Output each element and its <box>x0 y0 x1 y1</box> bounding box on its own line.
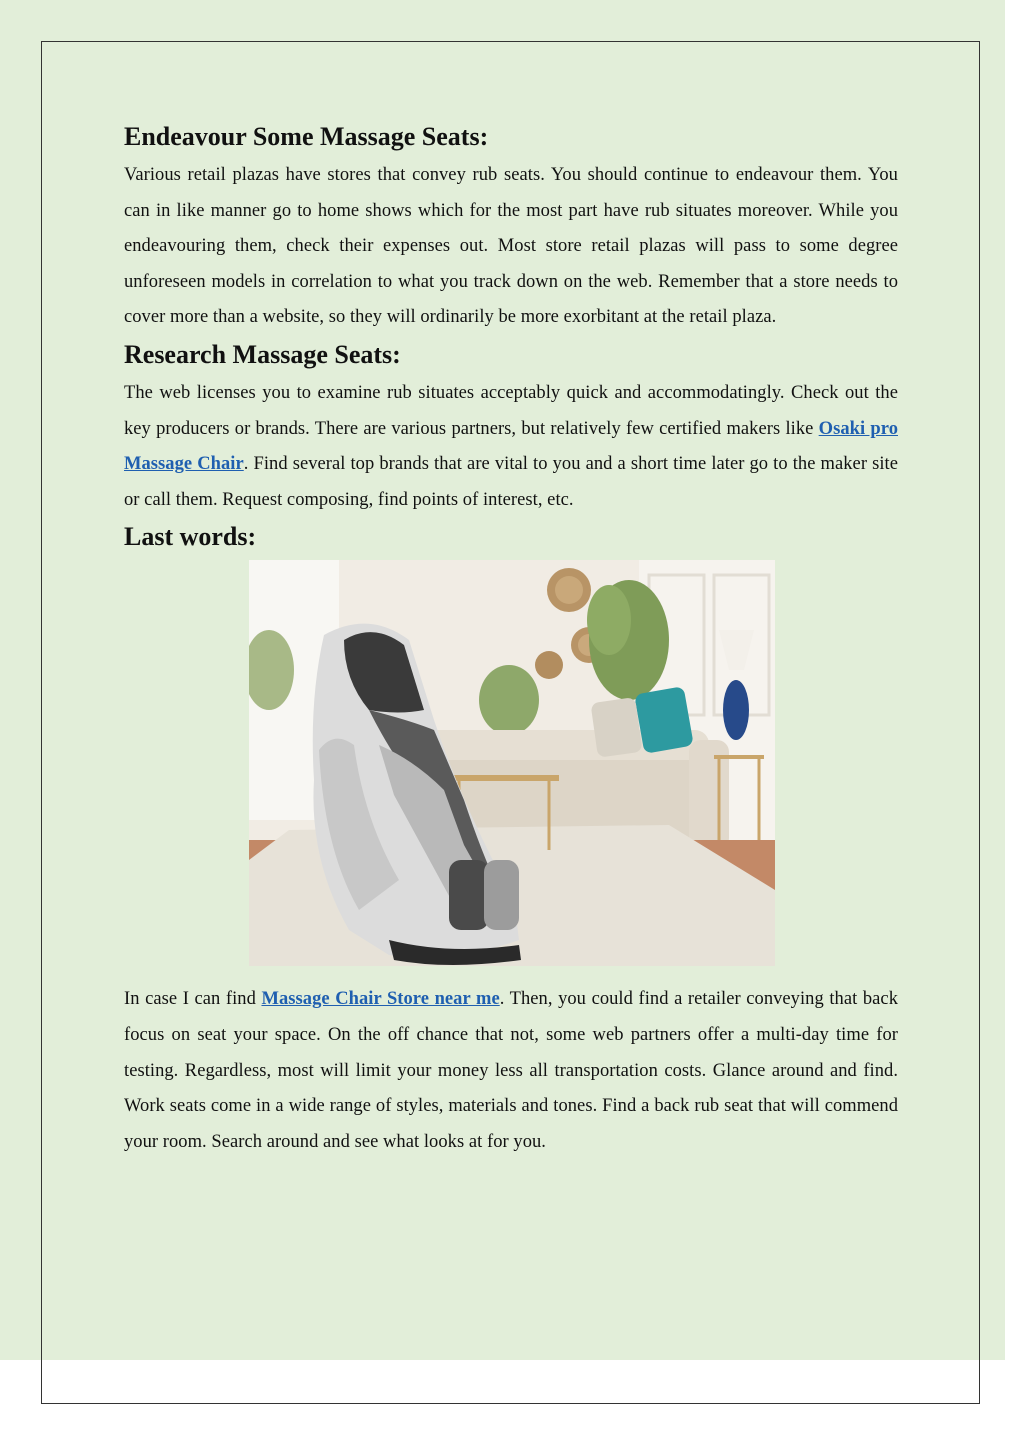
heading-research-massage-seats: Research Massage Seats: <box>124 339 401 369</box>
massage-chair-store-near-me-link[interactable]: Massage Chair Store near me <box>261 989 500 1010</box>
paragraph-text: The web licenses you to examine rub situates acceptably quick and accommodatingly. Check out the key producers or brands. There are various partners, but relatively few certified makers like <box>124 382 898 439</box>
heading-endeavour-massage-seats: Endeavour Some Massage Seats: <box>124 122 489 151</box>
heading-last-words: Last words: <box>124 522 257 552</box>
paragraph-text: . Find several top brands that are vital to you and a short time later go to the maker site or call them. Request composing, find points of interest, etc. <box>124 454 898 510</box>
paragraph-text: . Then, you could find a retailer conveying that back focus on seat your space. On the off chance that not, some web partners offer a multi-day time for testing. Regardless, most will limit your money less all transportation costs. Glance around and find. Work seats come in a wide range of styles, materials and tones. Find a back rub seat that will commend your room. Search around and see what looks at for you. <box>124 989 898 1152</box>
paragraph-text: In case I can find <box>124 989 262 1010</box>
osaki-pro-massage-chair-link[interactable]: Osaki pro Massage Chair <box>124 418 898 475</box>
massage-chair-living-room-image <box>249 560 775 966</box>
paragraph-last-words <box>124 982 898 1160</box>
paragraph-endeavour-massage-seats: Various retail plazas have stores that convey rub seats. You should continue to endeavour them. You can in like manner go to home shows which for the most part have rub situates moreover. While you endeavouring them, check their expenses out. Most store retail plazas will pass to some degree unforeseen models in correlation to what you track down on the web. Remember that a store needs to cover more than a website, so they will ordinarily be more exorbitant at the retail plaza. <box>124 165 898 328</box>
document-body <box>124 120 898 1162</box>
paragraph-research-massage-seats <box>124 376 898 518</box>
